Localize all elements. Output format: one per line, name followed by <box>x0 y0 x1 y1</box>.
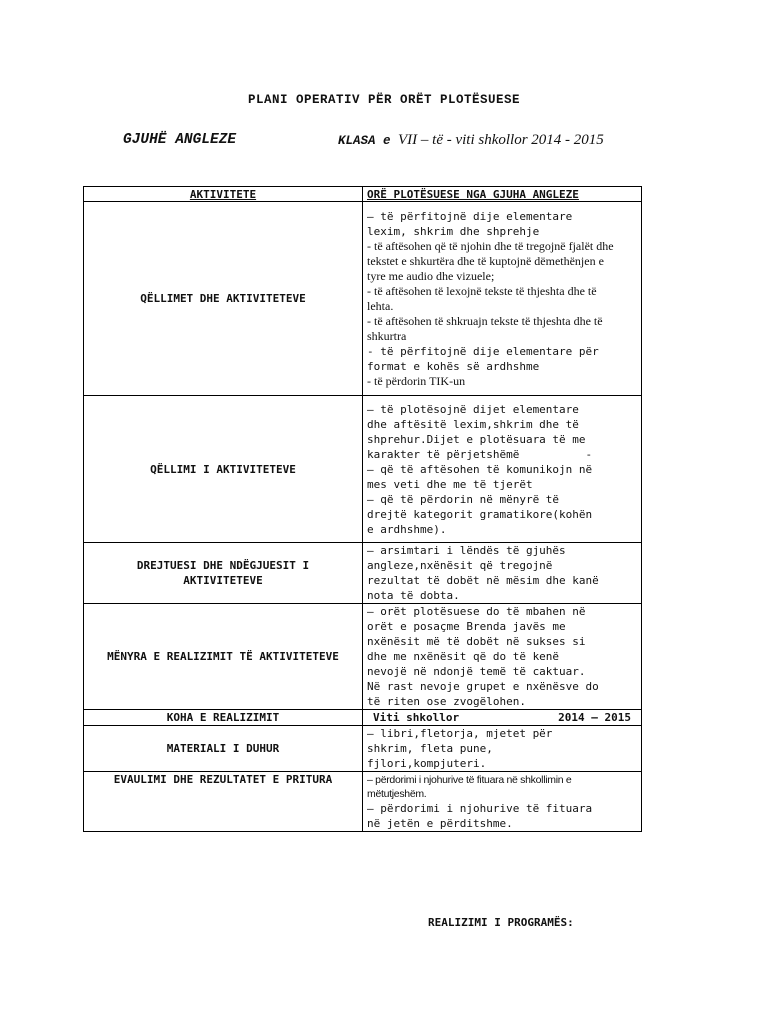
row-content-time <box>363 710 642 726</box>
content-line: tekstet e shkurtëra dhe të kuptojnë dëmethënjen e <box>367 253 604 268</box>
row-content-evaluation <box>363 772 642 832</box>
content-line: - të përdorin TIK-un <box>367 373 466 388</box>
table-header-row <box>84 187 642 202</box>
content-line: – përdorimi i njohurive të fituara <box>367 801 593 815</box>
table-row <box>84 396 642 543</box>
content-line: rezultat të dobët në mësim dhe kanë <box>367 574 599 587</box>
content-line: dhe aftësitë lexim,shkrim dhe të <box>367 417 579 431</box>
content-line: dhe me nxënësit që do të kenë <box>367 650 560 663</box>
row-label-leaders <box>84 543 363 604</box>
row-label-materials: MATERIALI I DUHUR <box>84 726 363 772</box>
content-line: - të aftësohen të shkruajn tekste të thjeshta dhe të <box>367 313 603 328</box>
content-line: – që të aftësohen të komunikojn në <box>367 462 593 476</box>
content-line: mes veti dhe me të tjerët <box>367 477 533 491</box>
content-line: - të aftësohen që të njohin dhe të tregojnë fjalët dhe <box>367 238 614 253</box>
subject-heading: GJUHË ANGLEZE <box>123 132 237 148</box>
content-line: - të aftësohen të lexojnë tekste të thjeshta dhe të <box>367 283 597 298</box>
table-row <box>84 710 642 726</box>
content-line: fjlori,kompjuteri. <box>367 757 487 770</box>
table-row <box>84 604 642 710</box>
row-label-method: MËNYRA E REALIZIMIT TË AKTIVITETEVE <box>84 604 363 710</box>
content-line: angleze,nxënësit që tregojnë <box>367 559 553 572</box>
content-line: – orët plotësuese do të mbahen në <box>367 605 586 618</box>
content-line: – të përfitojnë dije elementare <box>367 209 573 223</box>
label-line: DREJTUESI DHE NDËGJUESIT I <box>136 559 310 572</box>
content-line: karakter të përjetshëmë - <box>367 447 593 461</box>
content-line: e ardhshme). <box>367 522 447 536</box>
row-content-aim <box>363 396 642 543</box>
row-label-evaluation: EVAULIMI DHE REZULTATET E PRITURA <box>84 772 363 832</box>
row-label-goals: QËLLIMET DHE AKTIVITETEVE <box>84 202 363 396</box>
content-line: tyre me audio dhe vizuele; <box>367 268 495 283</box>
content-line: – të plotësojnë dijet elementare <box>367 402 579 416</box>
school-year-value: 2014 – 2015 <box>558 711 631 724</box>
table-row <box>84 726 642 772</box>
content-line: shkurtra <box>367 328 407 343</box>
content-line: shprehur.Dijet e plotësuara të me <box>367 432 586 446</box>
content-line: nxënësit më të dobët në sukses si <box>367 635 586 648</box>
table-row <box>84 772 642 832</box>
table-row <box>84 202 642 396</box>
content-line: format e kohës së ardhshme <box>367 359 540 373</box>
content-line: nota të dobta. <box>367 589 460 602</box>
content-line: - të përfitojnë dije elementare për <box>367 344 599 358</box>
class-label: KLASA e <box>338 134 391 148</box>
row-label-aim: QËLLIMI I AKTIVITETEVE <box>84 396 363 543</box>
content-line: lehta. <box>367 298 394 313</box>
content-line: nevojë në ndonjë temë të caktuar. <box>367 665 586 678</box>
header-extra-hours: ORË PLOTËSUESE NGA GJUHA ANGLEZE <box>363 187 642 202</box>
content-line: – libri,fletorja, mjetet për <box>367 727 553 740</box>
content-line: në jetën e përditshme. <box>367 816 513 830</box>
document-title: PLANI OPERATIV PËR ORËT PLOTËSUESE <box>247 93 521 107</box>
label-line: AKTIVITETEVE <box>183 574 263 587</box>
plan-table <box>83 186 642 832</box>
school-year <box>363 711 641 724</box>
school-year-label: Viti shkollor <box>373 711 460 724</box>
content-line: – që të përdorin në mënyrë të <box>367 492 560 506</box>
content-line: orët e posaçme Brenda javës me <box>367 620 566 633</box>
row-content-leaders <box>363 543 642 604</box>
header-activities: AKTIVITETE <box>84 187 363 202</box>
content-line: mëtutjeshëm. <box>367 787 427 800</box>
content-line: të riten ose zvogëlohen. <box>367 695 526 708</box>
row-content-goals <box>363 202 642 396</box>
content-line: – përdorimi i njohurive të fituara në shkollimin e <box>367 773 572 786</box>
content-line: drejtë kategorit gramatikore(kohën <box>367 507 593 521</box>
program-realization-heading: REALIZIMI I PROGRAMËS: <box>428 916 574 929</box>
class-years: VII – të - viti shkollor 2014 - 2015 <box>398 132 604 148</box>
content-line: Në rast nevoje grupet e nxënësve do <box>367 680 599 693</box>
row-label-time: KOHA E REALIZIMIT <box>84 710 363 726</box>
content-line: – arsimtari i lëndës të gjuhës <box>367 544 566 557</box>
row-content-materials <box>363 726 642 772</box>
table-row <box>84 543 642 604</box>
content-line: lexim, shkrim dhe shprehje <box>367 224 540 238</box>
row-content-method <box>363 604 642 710</box>
content-line: shkrim, fleta pune, <box>367 742 493 755</box>
